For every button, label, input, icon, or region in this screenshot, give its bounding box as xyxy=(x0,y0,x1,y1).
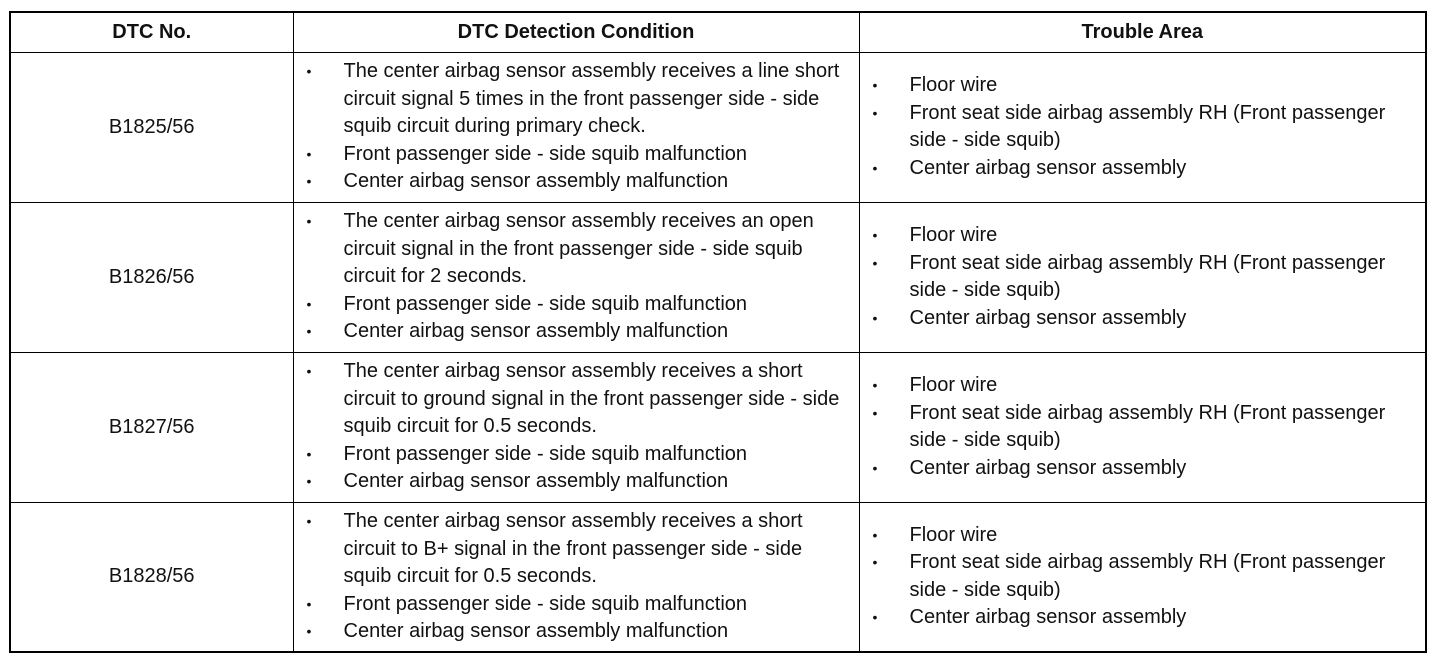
condition-item xyxy=(294,358,849,441)
bullet-icon: • xyxy=(872,77,878,93)
condition-item xyxy=(294,208,849,291)
condition-item xyxy=(294,618,849,646)
condition-item xyxy=(294,468,849,496)
trouble-area-item xyxy=(860,222,1406,250)
bullet-icon: • xyxy=(306,63,312,80)
table-row xyxy=(10,52,1426,202)
bullet-icon: • xyxy=(306,323,312,340)
condition-item xyxy=(294,591,849,619)
bullet-icon: • xyxy=(306,595,312,612)
condition-list xyxy=(294,58,859,196)
condition-text: Front passenger side - side squib malfunction xyxy=(343,592,748,615)
bullet-icon: • xyxy=(306,145,312,162)
condition-list xyxy=(294,208,859,346)
trouble-area-text: Front seat side airbag assembly RH (Front passenger side - side squib) xyxy=(909,551,1386,601)
condition-text: The center airbag sensor assembly receives an open circuit signal in the front passenger side - side squib circuit for 2 seconds. xyxy=(343,210,814,288)
table-header xyxy=(10,12,1426,52)
trouble-area-text: Center airbag sensor assembly xyxy=(909,456,1187,479)
condition-text: Front passenger side - side squib malfunction xyxy=(343,292,748,315)
bullet-icon: • xyxy=(872,609,878,626)
trouble-area-text: Front seat side airbag assembly RH (Front passenger side - side squib) xyxy=(909,101,1386,151)
trouble-area-cell xyxy=(859,352,1426,502)
bullet-icon: • xyxy=(306,445,312,462)
trouble-area-cell xyxy=(859,202,1426,352)
condition-list xyxy=(294,508,859,646)
trouble-area-list xyxy=(860,522,1426,632)
trouble-area-cell xyxy=(859,52,1426,202)
bullet-icon: • xyxy=(306,213,312,230)
trouble-area-text: Floor wire xyxy=(909,74,998,96)
bullet-icon: • xyxy=(306,473,312,490)
bullet-icon: • xyxy=(306,173,312,190)
trouble-area-list xyxy=(860,372,1426,482)
dtc-code: B1827/56 xyxy=(10,352,293,502)
trouble-area-text: Center airbag sensor assembly xyxy=(909,606,1187,629)
trouble-area-item xyxy=(860,155,1406,183)
condition-text: Center airbag sensor assembly malfunction xyxy=(343,470,729,493)
bullet-icon: • xyxy=(306,295,312,312)
trouble-area-item xyxy=(860,400,1406,455)
detection-condition-cell xyxy=(293,52,859,202)
trouble-area-text: Front seat side airbag assembly RH (Front passenger side - side squib) xyxy=(909,401,1386,451)
trouble-area-item xyxy=(860,522,1406,550)
bullet-icon: • xyxy=(872,104,878,121)
trouble-area-text: Floor wire xyxy=(909,374,998,396)
table-row xyxy=(10,352,1426,502)
dtc-table xyxy=(9,11,1427,653)
trouble-area-item xyxy=(860,305,1406,333)
trouble-area-item xyxy=(860,100,1406,155)
trouble-area-item xyxy=(860,549,1406,604)
condition-text: Center airbag sensor assembly malfunction xyxy=(343,620,729,642)
trouble-area-cell xyxy=(859,502,1426,652)
trouble-area-item xyxy=(860,72,1406,100)
trouble-area-text: Front seat side airbag assembly RH (Front passenger side - side squib) xyxy=(909,251,1386,301)
trouble-area-text: Center airbag sensor assembly xyxy=(909,156,1187,179)
bullet-icon: • xyxy=(306,513,312,529)
condition-text: The center airbag sensor assembly receives a line short circuit signal 5 times in the front passenger side - side squib circuit during primary check. xyxy=(343,60,840,138)
condition-text: Front passenger side - side squib malfunction xyxy=(343,142,748,165)
condition-text: Center airbag sensor assembly malfunction xyxy=(343,320,729,343)
trouble-area-item xyxy=(860,604,1406,632)
condition-item xyxy=(294,508,849,591)
bullet-icon: • xyxy=(872,377,878,393)
bullet-icon: • xyxy=(872,159,878,176)
condition-text: The center airbag sensor assembly receives a short circuit to ground signal in the front passenger side - side squib circuit for 0.5 seconds. xyxy=(343,360,840,438)
bullet-icon: • xyxy=(306,363,312,380)
bullet-icon: • xyxy=(306,623,312,639)
bullet-icon: • xyxy=(872,227,878,243)
dtc-code: B1828/56 xyxy=(10,502,293,652)
trouble-area-item xyxy=(860,250,1406,305)
header-dtc-no: DTC No. xyxy=(10,12,293,52)
bullet-icon: • xyxy=(872,526,878,543)
table-row xyxy=(10,502,1426,652)
condition-text: Front passenger side - side squib malfunction xyxy=(343,442,748,465)
trouble-area-text: Floor wire xyxy=(909,523,998,546)
trouble-area-text: Center airbag sensor assembly xyxy=(909,306,1187,329)
bullet-icon: • xyxy=(872,554,878,571)
detection-condition-cell xyxy=(293,352,859,502)
trouble-area-list xyxy=(860,72,1426,182)
header-row xyxy=(10,12,1426,52)
condition-item xyxy=(294,141,849,169)
header-detection-condition: DTC Detection Condition xyxy=(293,12,859,52)
condition-text: Center airbag sensor assembly malfunction xyxy=(343,170,729,193)
dtc-code: B1826/56 xyxy=(10,202,293,352)
condition-item xyxy=(294,441,849,469)
trouble-area-item xyxy=(860,372,1406,400)
detection-condition-cell xyxy=(293,202,859,352)
bullet-icon: • xyxy=(872,254,878,271)
condition-item xyxy=(294,291,849,319)
dtc-code: B1825/56 xyxy=(10,52,293,202)
condition-item xyxy=(294,318,849,346)
table-row xyxy=(10,202,1426,352)
table-body xyxy=(10,52,1426,652)
trouble-area-list xyxy=(860,222,1426,332)
bullet-icon: • xyxy=(872,459,878,476)
condition-item xyxy=(294,168,849,196)
condition-item xyxy=(294,58,849,141)
condition-text: The center airbag sensor assembly receives a short circuit to B+ signal in the front passenger side - side squib circuit for 0.5 seconds. xyxy=(343,510,803,587)
bullet-icon: • xyxy=(872,404,878,421)
trouble-area-text: Floor wire xyxy=(909,224,998,246)
header-trouble-area: Trouble Area xyxy=(859,12,1426,52)
condition-list xyxy=(294,358,859,496)
bullet-icon: • xyxy=(872,309,878,326)
detection-condition-cell xyxy=(293,502,859,652)
trouble-area-item xyxy=(860,455,1406,483)
